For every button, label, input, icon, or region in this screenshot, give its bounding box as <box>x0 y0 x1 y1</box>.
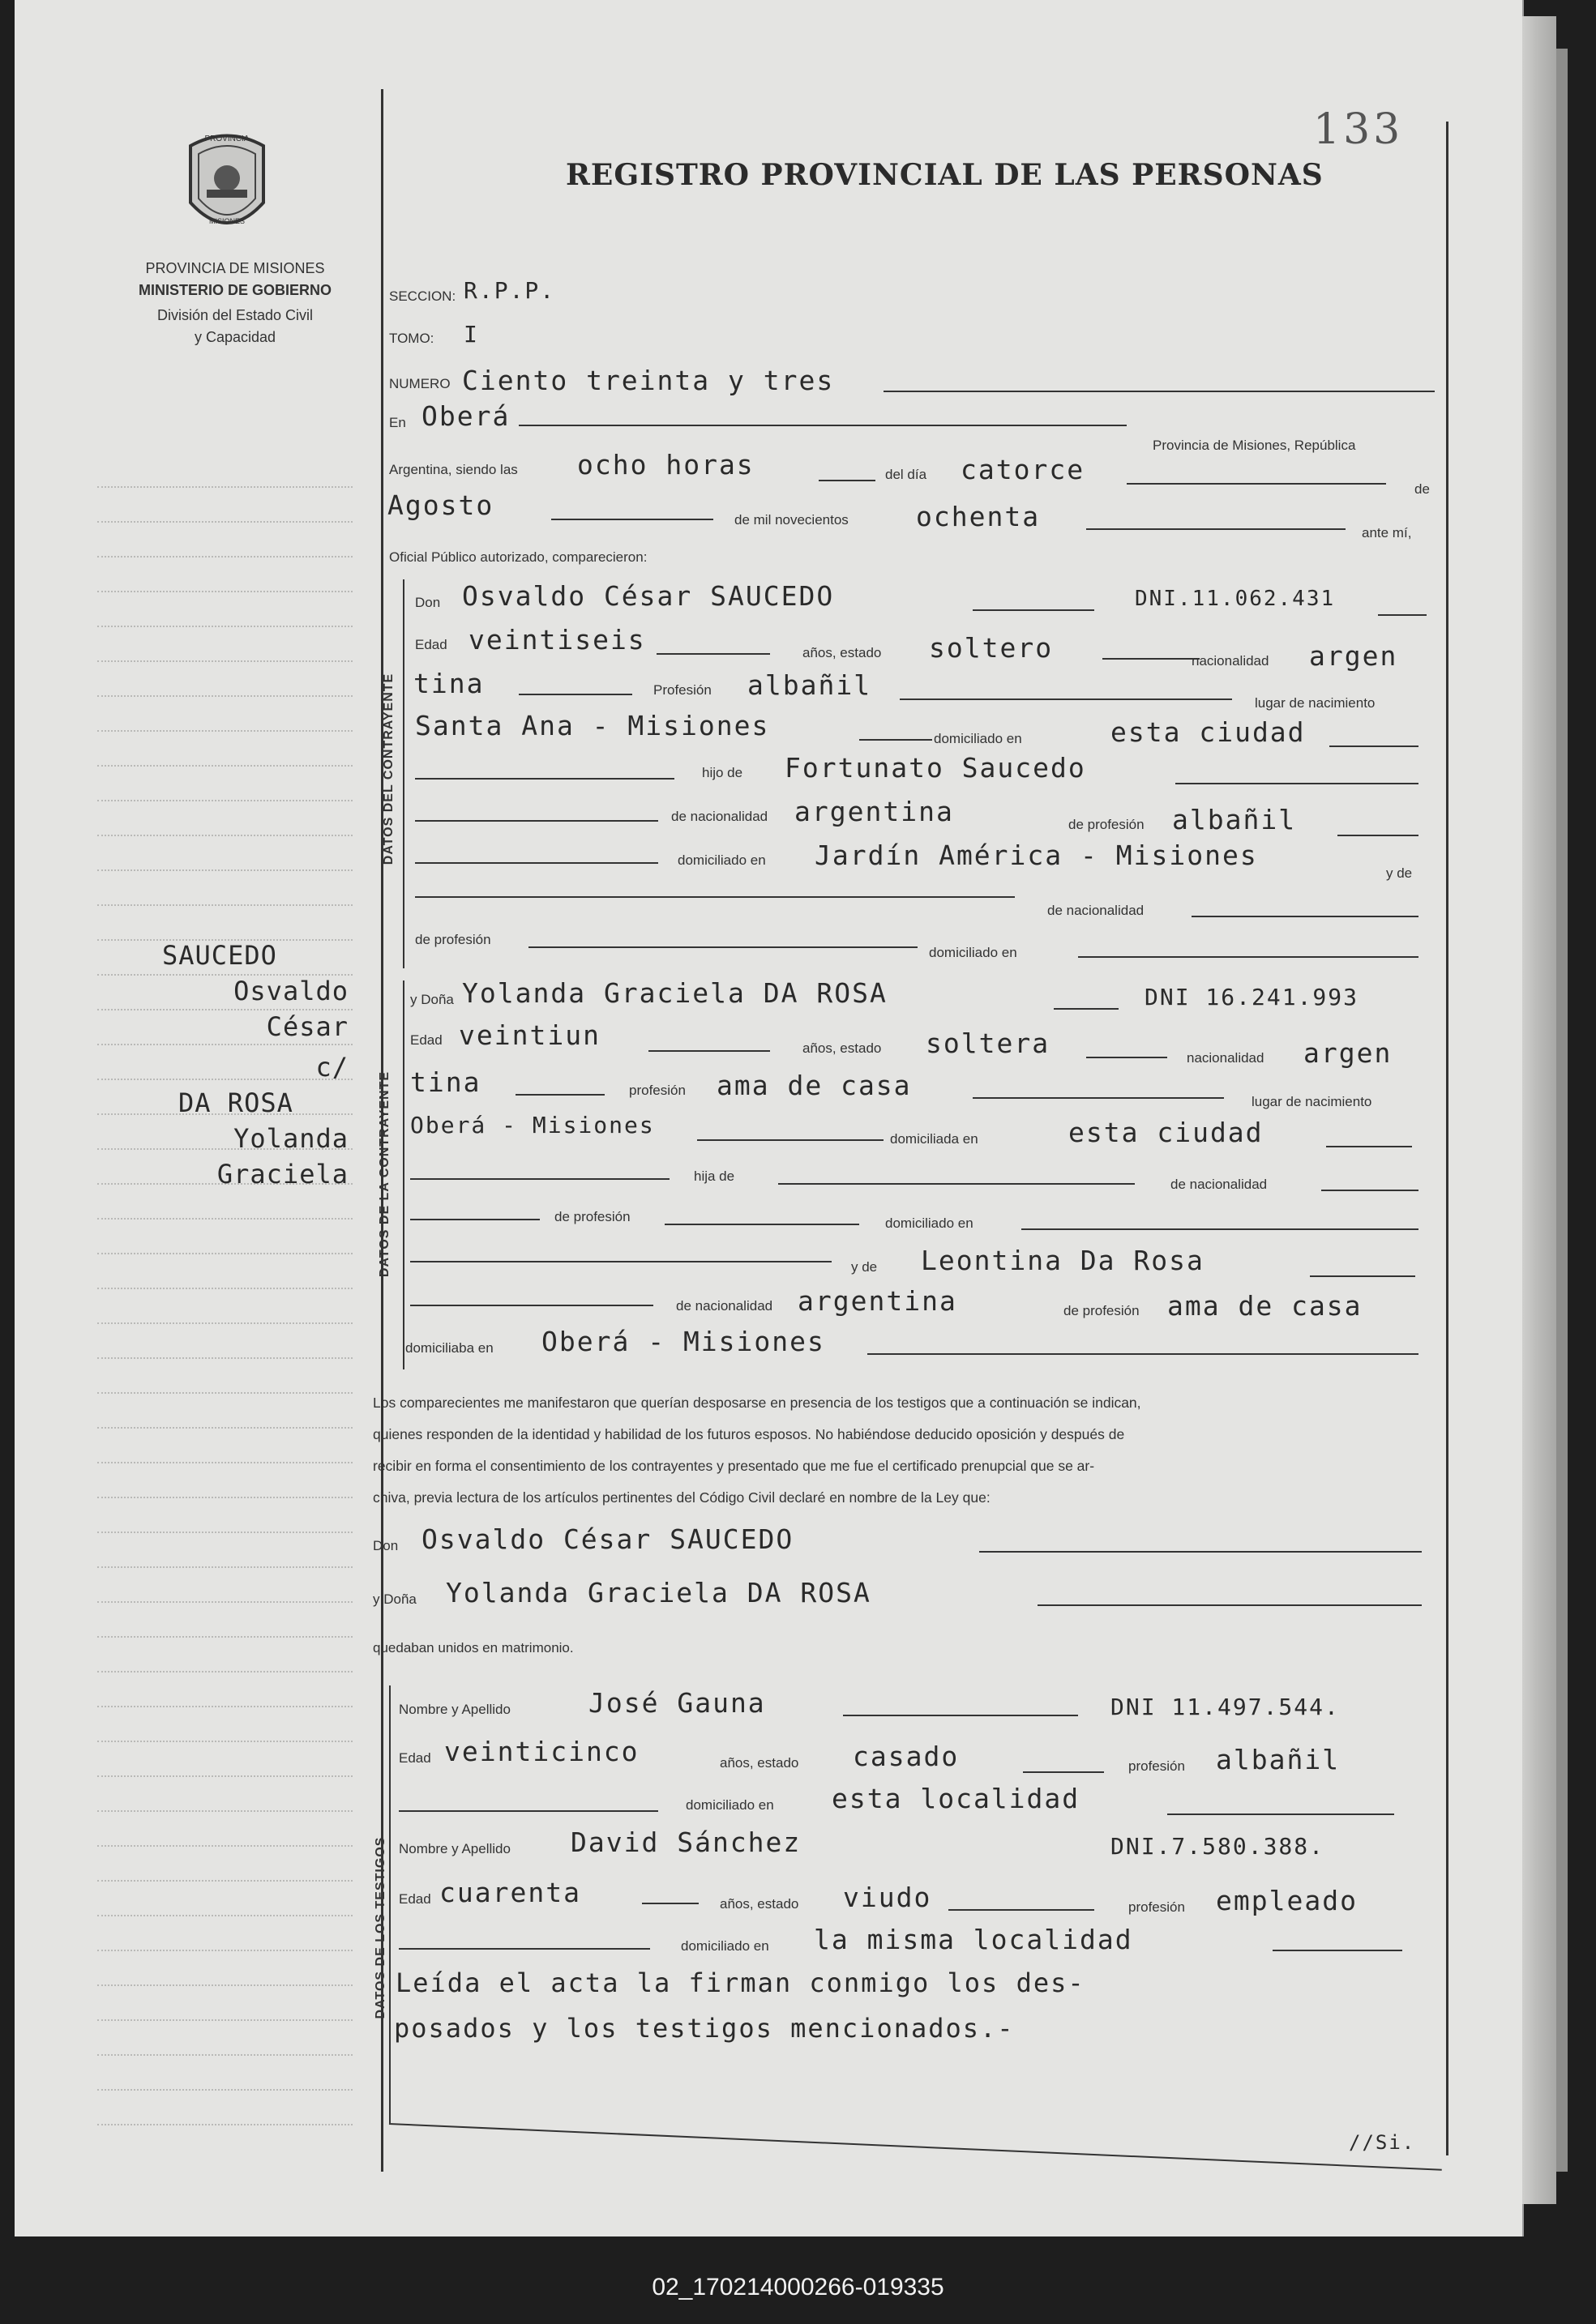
estado-fill-line <box>1102 658 1200 660</box>
margin-note-line-1: SAUCEDO <box>162 940 277 971</box>
contrayente-la-dni: DNI 16.241.993 <box>1145 984 1359 1010</box>
madre-prof-line <box>528 946 918 948</box>
decl-don-line <box>979 1551 1422 1553</box>
margin-ledger-line <box>97 591 353 592</box>
la-pdom-line <box>1021 1228 1418 1230</box>
t2-profesion-label: profesión <box>1128 1899 1185 1915</box>
estado-value: soltero <box>929 632 1054 664</box>
t1-domiciliado-label: domiciliado en <box>686 1797 774 1813</box>
tomo-value: I <box>464 321 479 348</box>
org-block <box>113 258 357 348</box>
contrayente-la-name-line <box>1054 1008 1119 1010</box>
mil-label: de mil novecientos <box>734 512 849 528</box>
margin-ledger-line <box>97 869 353 871</box>
margin-note <box>122 940 349 1190</box>
lugar-fill-line <box>859 739 932 741</box>
declaration-paragraph <box>373 1387 1435 1514</box>
margin-ledger-line <box>97 1636 353 1638</box>
numero-label: NUMERO <box>389 376 451 391</box>
la-nacionalidad-value-1: argen <box>1303 1037 1393 1069</box>
la-estado-line <box>1086 1057 1167 1058</box>
declaration-line-2: quienes responden de la identidad y habilidad de los futuros esposos. No habiéndose deducido oposición y después de <box>373 1426 1125 1442</box>
t2-nombre-label: Nombre y Apellido <box>399 1841 511 1856</box>
padre-profesion: albañil <box>1172 804 1297 835</box>
del-dia-label: del día <box>885 467 927 482</box>
padre-fill-line <box>1175 783 1418 784</box>
t2-edad-label: Edad <box>399 1891 431 1907</box>
la-nac-line <box>516 1094 605 1096</box>
closing-line-1: Leída el acta la firman conmigo los des- <box>396 1967 1085 1998</box>
margin-ledger-line <box>97 1775 353 1777</box>
decl-dona-value: Yolanda Graciela DA ROSA <box>446 1577 871 1608</box>
margin-ledger-line <box>97 1880 353 1882</box>
la-padre-nacionalidad-label: de nacionalidad <box>1170 1177 1268 1192</box>
image-caption: 02_170214000266-019335 <box>652 2274 944 2301</box>
org-ministry: MINISTERIO DE GOBIERNO <box>138 282 332 298</box>
margin-ledger-line <box>97 1462 353 1463</box>
t2-estado: viudo <box>843 1882 932 1913</box>
dia-value: catorce <box>961 454 1085 485</box>
t1-nombre-label: Nombre y Apellido <box>399 1702 511 1717</box>
page-stack-edge <box>1522 16 1556 2204</box>
de-profesion-label: de profesión <box>1068 817 1145 832</box>
margin-ledger-line <box>97 1566 353 1568</box>
la-lugar-line <box>697 1139 884 1141</box>
domicilio-fill-line <box>1329 745 1418 747</box>
en-value: Oberá <box>421 400 511 432</box>
t2-estado-line <box>948 1909 1094 1911</box>
margin-ledger-line <box>97 1845 353 1847</box>
provincia-text: Provincia de Misiones, República <box>1153 438 1356 453</box>
anio-value: ochenta <box>916 501 1041 532</box>
margin-note-line-7: Graciela <box>216 1159 349 1190</box>
domicilio-value: esta ciudad <box>1110 716 1306 748</box>
la-lugar-value: Oberá - Misiones <box>410 1112 655 1139</box>
la-madre-nacionalidad-label: de nacionalidad <box>676 1298 773 1314</box>
la-edad-label: Edad <box>410 1032 443 1048</box>
padre-domicilio: Jardín América - Misiones <box>815 839 1258 871</box>
lugar-value: Santa Ana - Misiones <box>415 710 770 741</box>
la-profesion-value: ama de casa <box>717 1070 912 1101</box>
la-domicilio-value: esta ciudad <box>1068 1117 1264 1148</box>
t2-edad-line <box>642 1903 699 1904</box>
padre-value: Fortunato Saucedo <box>785 752 1086 784</box>
seccion-label: SECCION: <box>389 288 456 304</box>
mes-fill-line <box>551 519 713 520</box>
declaration-line-1: Los comparecientes me manifestaron que querían desposarse en presencia de los testigos que a continuación se indican, <box>373 1395 1141 1411</box>
padre-nacionalidad: argentina <box>794 796 954 827</box>
la-padre-line <box>778 1183 1135 1185</box>
madre-domiciliado-label: domiciliado en <box>929 945 1017 960</box>
hija-label: hija de <box>694 1168 735 1184</box>
decl-don-label: Don <box>373 1538 399 1553</box>
profesion-fill-line <box>900 698 1232 700</box>
nacionalidad-value-2: tina <box>413 668 485 699</box>
margin-ledger-line <box>97 2089 353 2091</box>
la-padre-domiciliado-label: domiciliado en <box>885 1215 973 1231</box>
t2-dni: DNI.7.580.388. <box>1110 1833 1325 1860</box>
decl-don-value: Osvaldo César SAUCEDO <box>421 1523 794 1555</box>
la-madre-line <box>1310 1275 1415 1277</box>
la-edad-line <box>648 1050 770 1052</box>
margin-ledger-line <box>97 1741 353 1742</box>
margin-ledger-line <box>97 1706 353 1707</box>
la-lugar-label: lugar de nacimiento <box>1252 1094 1372 1109</box>
t1-edad-label: Edad <box>399 1750 431 1766</box>
la-pprof-line <box>665 1224 859 1225</box>
edad-label: Edad <box>415 637 447 652</box>
page-title: REGISTRO PROVINCIAL DE LAS PERSONAS <box>566 158 1324 192</box>
left-margin <box>97 486 353 2164</box>
dia-fill-line <box>1127 483 1386 485</box>
margin-ledger-line <box>97 1984 353 1986</box>
contrayente-name-line <box>973 609 1094 611</box>
margin-ledger-line <box>97 2054 353 2056</box>
margin-note-line-6: Yolanda <box>233 1123 349 1154</box>
oficial-text: Oficial Público autorizado, comparecieron: <box>389 549 648 565</box>
margin-ledger-line <box>97 695 353 697</box>
nacionalidad-value-1: argen <box>1309 640 1398 672</box>
provincial-seal-icon <box>182 122 272 243</box>
margin-ledger-line <box>97 730 353 732</box>
lugar-label: lugar de nacimiento <box>1255 695 1376 711</box>
padre-domiciliado-label: domiciliado en <box>678 852 766 868</box>
la-madre-value: Leontina Da Rosa <box>921 1245 1204 1276</box>
margin-ledger-line <box>97 1322 353 1324</box>
la-edad-value: veintiun <box>459 1019 601 1051</box>
dom-pre-line <box>415 862 658 864</box>
horas-fill-line <box>819 480 875 481</box>
edad-fill-line <box>657 653 770 655</box>
seal-bottom-text: MISIONES <box>208 217 246 225</box>
la-nacionalidad-label: nacionalidad <box>1187 1050 1264 1066</box>
la-madre-profesion: ama de casa <box>1167 1290 1363 1322</box>
margin-ledger-line <box>97 2124 353 2125</box>
nac-fill-line <box>519 694 632 695</box>
y-de-label: y de <box>1386 865 1413 881</box>
declaration-line-4: chiva, previa lectura de los artículos pertinentes del Código Civil declaré en nombre de la Ley que: <box>373 1489 991 1506</box>
anio-fill-line <box>1086 528 1346 530</box>
la-madre-pre-line <box>410 1261 832 1262</box>
t2-profesion: empleado <box>1216 1885 1358 1916</box>
nac-pre-line <box>415 820 658 822</box>
t1-profesion-label: profesión <box>1128 1758 1185 1774</box>
decl-dona-line <box>1038 1604 1422 1606</box>
margin-note-line-5: DA ROSA <box>178 1087 293 1118</box>
t1-name-line <box>843 1715 1078 1716</box>
contrayente-la-section-label: DATOS DE LA CONTRAYENTE <box>378 1070 392 1278</box>
contrayente-la-name: Yolanda Graciela DA ROSA <box>462 977 888 1009</box>
quedaban-text: quedaban unidos en matrimonio. <box>373 1640 574 1655</box>
t1-dom-line <box>1167 1813 1394 1815</box>
contrayente-bracket <box>403 579 404 968</box>
t1-anos-label: años, estado <box>720 1755 799 1771</box>
testigos-bracket <box>389 1685 391 2123</box>
contrayente-section-label: DATOS DEL CONTRAYENTE <box>382 673 396 865</box>
numero-value: Ciento treinta y tres <box>462 365 835 396</box>
la-pprof-pre-line <box>410 1219 540 1220</box>
margin-note-line-2: Osvaldo <box>233 976 349 1006</box>
contrayente-dni: DNI.11.062.431 <box>1135 587 1336 611</box>
margin-ledger-line <box>97 1810 353 1812</box>
hijo-label: hijo de <box>702 765 743 780</box>
la-domiciliaba-label: domiciliaba en <box>405 1340 494 1356</box>
t1-estado: casado <box>853 1741 960 1772</box>
t1-name: José Gauna <box>588 1687 766 1719</box>
t2-name: David Sánchez <box>571 1826 802 1858</box>
page-stack-shadow <box>1556 49 1568 2172</box>
t2-anos-label: años, estado <box>720 1896 799 1912</box>
margin-ledger-line <box>97 1253 353 1254</box>
ante-label: ante mí, <box>1362 525 1412 540</box>
form-right-rule <box>1446 122 1448 2155</box>
t2-dom-pre-line <box>399 1948 650 1950</box>
margin-ledger-line <box>97 1915 353 1916</box>
margin-ledger-line <box>97 1601 353 1603</box>
la-madre-nacionalidad: argentina <box>798 1285 957 1317</box>
testigos-section-label: DATOS DE LOS TESTIGOS <box>374 1836 387 2019</box>
la-padre-profesion-label: de profesión <box>554 1209 631 1224</box>
t1-domicilio: esta localidad <box>832 1783 1080 1814</box>
t1-estado-line <box>1023 1771 1104 1773</box>
de-nacionalidad-label: de nacionalidad <box>671 809 768 824</box>
margin-note-line-4: c/ <box>315 1052 349 1083</box>
t2-domiciliado-label: domiciliado en <box>681 1938 769 1954</box>
margin-ledger-line <box>97 1218 353 1220</box>
la-domiciliada-label: domiciliada en <box>890 1131 978 1147</box>
la-dom-line <box>1326 1146 1412 1147</box>
la-nacionalidad-value-2: tina <box>410 1066 481 1098</box>
org-division-1: División del Estado Civil <box>156 307 314 323</box>
la-madre-domicilio: Oberá - Misiones <box>541 1326 825 1357</box>
madre-dom-line <box>1078 956 1418 958</box>
margin-ledger-line <box>97 904 353 906</box>
margin-ledger-line <box>97 835 353 836</box>
t1-profesion: albañil <box>1216 1744 1341 1775</box>
t1-dom-pre-line <box>399 1810 658 1812</box>
contrayente-dni-line <box>1378 614 1427 616</box>
profesion-label: Profesión <box>653 682 712 698</box>
la-estado-value: soltera <box>926 1027 1050 1059</box>
t1-edad: veinticinco <box>444 1736 640 1767</box>
madre-line <box>415 896 1015 898</box>
la-madre-profesion-label: de profesión <box>1063 1303 1140 1318</box>
anos-label: años, estado <box>802 645 882 660</box>
margin-ledger-line <box>97 1950 353 1951</box>
decl-dona-label: y Doña <box>373 1591 417 1607</box>
margin-ledger-line <box>97 1532 353 1533</box>
margin-ledger-line <box>97 660 353 662</box>
sigue-mark: //Si. <box>1349 2131 1416 2154</box>
margin-note-line-3: César <box>266 1011 349 1042</box>
de-label: de <box>1414 481 1430 497</box>
closing-line-2: posados y los testigos mencionados.- <box>394 2013 1015 2044</box>
margin-ledger-line <box>97 486 353 488</box>
margin-ledger-line <box>97 800 353 801</box>
la-mnac-pre-line <box>410 1305 653 1306</box>
madre-profesion-label: de profesión <box>415 932 491 947</box>
la-prof-line <box>973 1097 1224 1099</box>
org-division-2: y Capacidad <box>194 329 276 345</box>
t1-dni: DNI 11.497.544. <box>1110 1694 1340 1720</box>
margin-ledger-line <box>97 626 353 627</box>
org-province: PROVINCIA DE MISIONES <box>145 260 325 276</box>
page-number: 133 <box>1313 105 1404 154</box>
la-mdom-line <box>867 1353 1418 1355</box>
nacionalidad-label: nacionalidad <box>1192 653 1269 669</box>
don-label: Don <box>415 595 441 610</box>
domiciliado-label: domiciliado en <box>934 731 1022 746</box>
t2-domicilio: la misma localidad <box>814 1924 1133 1955</box>
horas-value: ocho horas <box>577 449 755 481</box>
margin-ledger-line <box>97 1671 353 1673</box>
la-hija-pre-line <box>410 1178 670 1180</box>
seccion-value: R.P.P. <box>464 277 556 304</box>
dona-label: y Doña <box>410 992 454 1007</box>
t2-dom-line <box>1273 1950 1402 1951</box>
margin-ledger-line <box>97 2019 353 2021</box>
margin-ledger-line <box>97 1288 353 1289</box>
madre-nacionalidad-label: de nacionalidad <box>1047 903 1145 918</box>
margin-ledger-line <box>97 1497 353 1498</box>
en-fill-line <box>519 425 1127 426</box>
la-padre-nac-line <box>1321 1190 1418 1191</box>
hijo-pre-line <box>415 778 674 780</box>
margin-ledger-line <box>97 1392 353 1394</box>
contrayente-la-bracket <box>403 980 404 1369</box>
declaration-line-3: recibir en forma el consentimiento de los contrayentes y presentado que me fue el certificado prenupcial que se ar- <box>373 1458 1095 1474</box>
seal-top-text: PROVINCIA <box>204 135 250 143</box>
contrayente-name: Osvaldo César SAUCEDO <box>462 580 835 612</box>
margin-ledger-line <box>97 765 353 767</box>
margin-ledger-line <box>97 1427 353 1429</box>
padre-prof-line <box>1337 835 1418 836</box>
numero-fill-line <box>884 391 1435 392</box>
la-y-de-label: y de <box>851 1259 878 1275</box>
la-anos-label: años, estado <box>802 1040 882 1056</box>
argentina-text: Argentina, siendo las <box>389 462 518 477</box>
madre-nac-line <box>1192 916 1418 917</box>
tomo-label: TOMO: <box>389 331 434 346</box>
margin-ledger-line <box>97 1357 353 1359</box>
en-label: En <box>389 415 406 430</box>
edad-value: veintiseis <box>469 624 646 656</box>
profesion-value: albañil <box>747 669 872 701</box>
la-profesion-label: profesión <box>629 1083 686 1098</box>
margin-ledger-line <box>97 521 353 523</box>
margin-ledger-line <box>97 556 353 558</box>
mes-value: Agosto <box>387 489 494 521</box>
t2-edad: cuarenta <box>439 1877 581 1908</box>
